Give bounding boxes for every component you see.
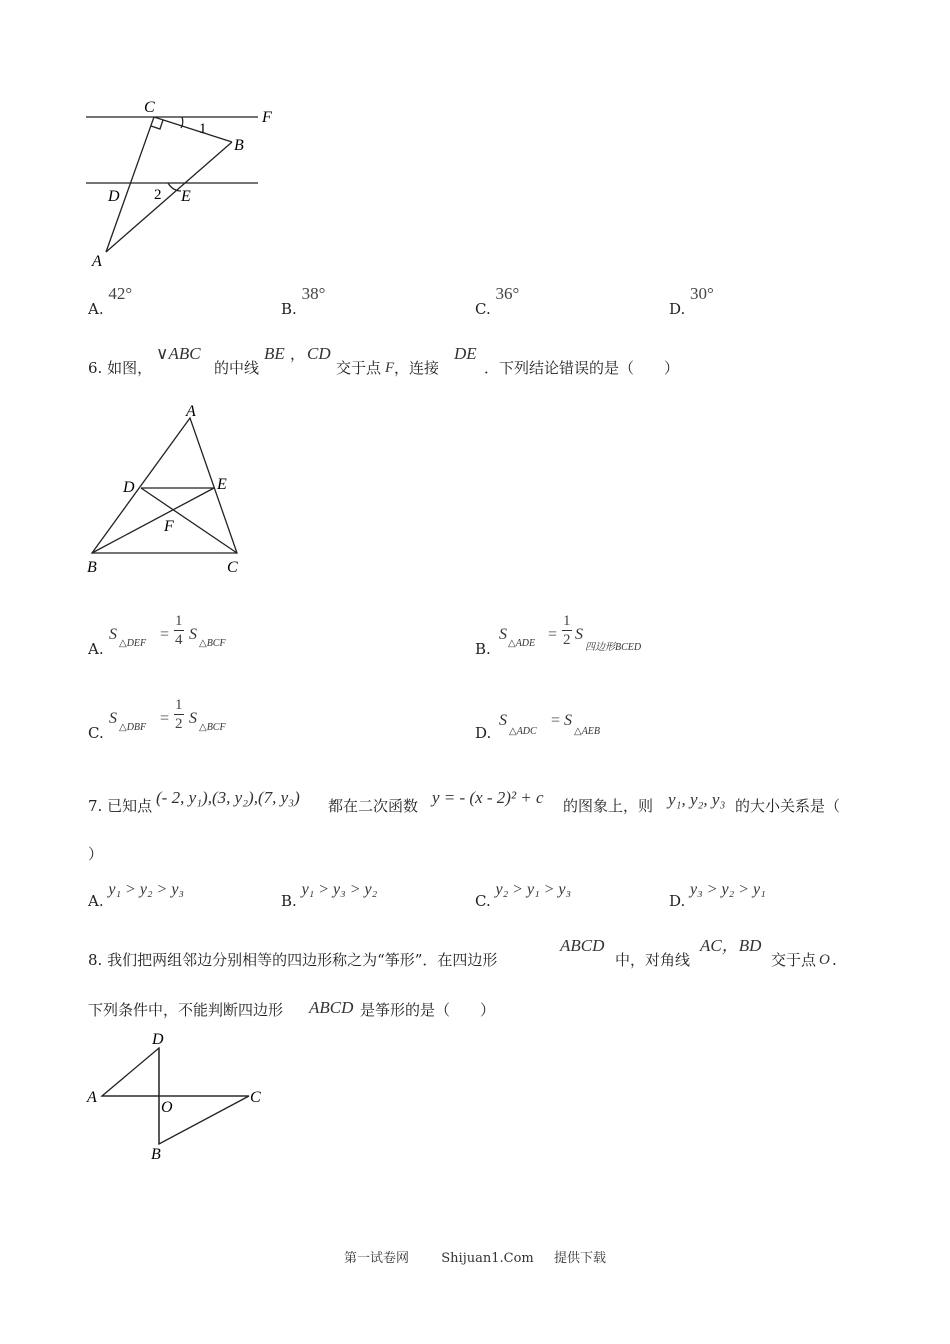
q5-option-c[interactable] — [475, 284, 520, 318]
q8-line2-a: 下列条件中，不能判断四边形 — [88, 1001, 284, 1019]
q5-label-e: E — [181, 188, 191, 205]
q8-text-jiao: 交于点 — [771, 951, 817, 969]
q6-label-d: D — [123, 479, 135, 496]
page-footer — [0, 1247, 950, 1266]
footer-site: 第一试卷网 — [343, 1251, 409, 1266]
q6-figure — [80, 398, 260, 580]
q6-f: F — [385, 360, 395, 376]
q6-option-a-letter: A. — [88, 640, 104, 658]
q6-option-d-rhs-sub: △AEB — [574, 726, 601, 737]
footer-tail: 提供下载 — [554, 1251, 607, 1266]
q7-option-d-value: y₃ > y₂ > y₁ — [690, 881, 766, 898]
q6-option-d-eq: = — [551, 712, 561, 729]
q8-text-zhong: 中，对角线 — [615, 951, 691, 969]
q8-line2-b: 是筝形的是（ ） — [360, 1001, 496, 1019]
q8-stem-line2 — [88, 998, 588, 1022]
q5-label-a: A — [92, 253, 102, 270]
q6-option-b[interactable] — [475, 612, 735, 662]
q7-option-d-letter: D. — [669, 892, 686, 910]
q6-option-c-lhs-sub: △DBF — [119, 722, 147, 733]
q6-option-b-letter: B. — [475, 640, 491, 658]
q7-text-tail: 的大小关系是（ — [735, 797, 841, 815]
q6-option-b-num: 1 — [563, 613, 571, 629]
q7-ys: y₁, y₂, y₃ — [668, 790, 726, 809]
q8-figure — [84, 1026, 274, 1166]
q7-option-b-value: y₁ > y₃ > y₂ — [301, 881, 378, 898]
q6-option-b-lhs-sub: △ADE — [508, 638, 536, 649]
q8-stem — [88, 934, 868, 974]
q7-option-c-value: y₂ > y₁ > y₃ — [495, 881, 572, 898]
q6-text-lianjie: ，连接 — [394, 359, 440, 377]
q8-label-c: C — [250, 1089, 261, 1106]
q6-label-c: C — [227, 559, 238, 576]
q6-option-a-rhs-sub: △BCF — [199, 638, 226, 649]
q7-option-b[interactable] — [281, 880, 378, 910]
q6-option-a-lhs-sub: △DEF — [119, 638, 147, 649]
q8-dot: . — [832, 951, 837, 969]
q7-option-a[interactable] — [88, 880, 184, 910]
q6-comma: ， — [290, 345, 306, 363]
q6-option-c-lhs: S — [109, 710, 117, 727]
q6-option-d-lhs: S — [499, 712, 507, 729]
q5-label-c: C — [144, 99, 155, 116]
q5-label-2: 2 — [154, 187, 162, 203]
q6-option-b-rhs-sub: 四边形BCED — [585, 642, 642, 653]
q6-option-d-rhs: S — [564, 712, 572, 729]
q6-option-a-den: 4 — [175, 632, 183, 648]
q6-option-a-num: 1 — [175, 613, 183, 629]
q8-label-d: D — [152, 1031, 164, 1048]
q5-label-f: F — [262, 109, 272, 126]
q5-option-d-value: 30° — [690, 284, 714, 303]
q7-text-mid2: 的图象上，则 — [563, 797, 654, 815]
q6-cd: CD — [307, 344, 331, 363]
q5-figure — [80, 92, 300, 272]
q7-number: 7. 已知点 — [88, 797, 153, 815]
q8-number: 8. 我们把两组邻边分别相等的四边形称之为“筝形”．在四边形 — [88, 951, 498, 969]
q6-triangle: ∨ABC — [156, 344, 201, 363]
q6-option-c-eq: = — [160, 710, 170, 727]
q8-label-b: B — [151, 1146, 161, 1163]
q5-option-b-letter: B. — [281, 300, 297, 318]
q6-option-c-letter: C. — [88, 724, 104, 742]
q6-option-c-rhs-sub: △BCF — [199, 722, 226, 733]
q6-option-b-eq: = — [548, 626, 558, 643]
q6-option-b-den: 2 — [563, 632, 571, 648]
q5-option-c-letter: C. — [475, 300, 491, 318]
q7-function: y = - (x - 2)² + c — [432, 788, 544, 807]
footer-domain[interactable]: Shijuan1.Com — [441, 1251, 534, 1266]
q5-label-b: B — [234, 137, 244, 154]
q6-option-b-fraction — [562, 612, 572, 649]
q6-option-c-fraction — [174, 696, 184, 733]
q5-option-d[interactable] — [669, 284, 714, 318]
q6-option-d-lhs-sub: △ADC — [509, 726, 537, 737]
q6-number: 6. 如图， — [88, 359, 153, 377]
q6-label-f: F — [164, 518, 174, 535]
q6-text-tail: ．下列结论错误的是（ ） — [484, 359, 680, 377]
q5-option-a-letter: A. — [88, 300, 104, 318]
q8-abcd-2: ABCD — [309, 998, 354, 1017]
q8-label-a: A — [87, 1089, 97, 1106]
q6-option-a-lhs: S — [109, 626, 117, 643]
q8-abcd: ABCD — [560, 936, 605, 955]
q5-option-a[interactable] — [88, 284, 133, 318]
q5-option-b-value: 38° — [301, 284, 326, 303]
q8-label-o: O — [161, 1099, 173, 1116]
q6-option-c[interactable] — [88, 696, 288, 746]
q7-option-c-letter: C. — [475, 892, 491, 910]
q6-text-mid: 的中线 — [214, 359, 260, 377]
q7-text-mid: 都在二次函数 — [328, 797, 419, 815]
q6-stem — [88, 344, 908, 384]
q8-o: O — [819, 952, 830, 968]
q7-points: (- 2, y₁),(3, y₂),(7, y₃) — [156, 788, 300, 807]
q6-option-a[interactable] — [88, 612, 288, 662]
q6-option-c-rhs: S — [189, 710, 197, 727]
q6-option-c-den: 2 — [175, 716, 183, 732]
q7-stem-line2: ） — [88, 845, 104, 863]
q7-option-c[interactable] — [475, 880, 572, 910]
q6-de: DE — [454, 344, 477, 363]
q7-option-d[interactable] — [669, 880, 766, 910]
q6-label-e: E — [217, 476, 227, 493]
q5-option-d-letter: D. — [669, 300, 686, 318]
q6-option-b-rhs: S — [575, 626, 583, 643]
q6-option-a-fraction — [174, 612, 184, 649]
q6-option-a-rhs: S — [189, 626, 197, 643]
q7-option-b-letter: B. — [281, 892, 297, 910]
q7-option-a-letter: A. — [88, 892, 104, 910]
q6-option-d-letter: D. — [475, 724, 492, 742]
q5-label-d: D — [108, 188, 120, 205]
q6-option-c-num: 1 — [175, 697, 183, 713]
q8-acbd: AC，BD — [700, 936, 762, 955]
q6-be: BE — [264, 344, 285, 363]
q5-option-a-value: 42° — [108, 284, 133, 303]
q5-option-c-value: 36° — [495, 284, 520, 303]
q5-label-1: 1 — [199, 121, 207, 137]
q6-option-a-eq: = — [160, 626, 170, 643]
q6-text-jiao: 交于点 — [336, 359, 382, 377]
q6-option-b-lhs: S — [499, 626, 507, 643]
q6-option-d[interactable] — [475, 706, 675, 746]
q6-label-b: B — [87, 559, 97, 576]
q6-label-a: A — [186, 403, 196, 420]
q5-option-b[interactable] — [281, 284, 326, 318]
q7-option-a-value: y₁ > y₂ > y₃ — [108, 881, 184, 898]
q7-stem — [88, 786, 868, 826]
